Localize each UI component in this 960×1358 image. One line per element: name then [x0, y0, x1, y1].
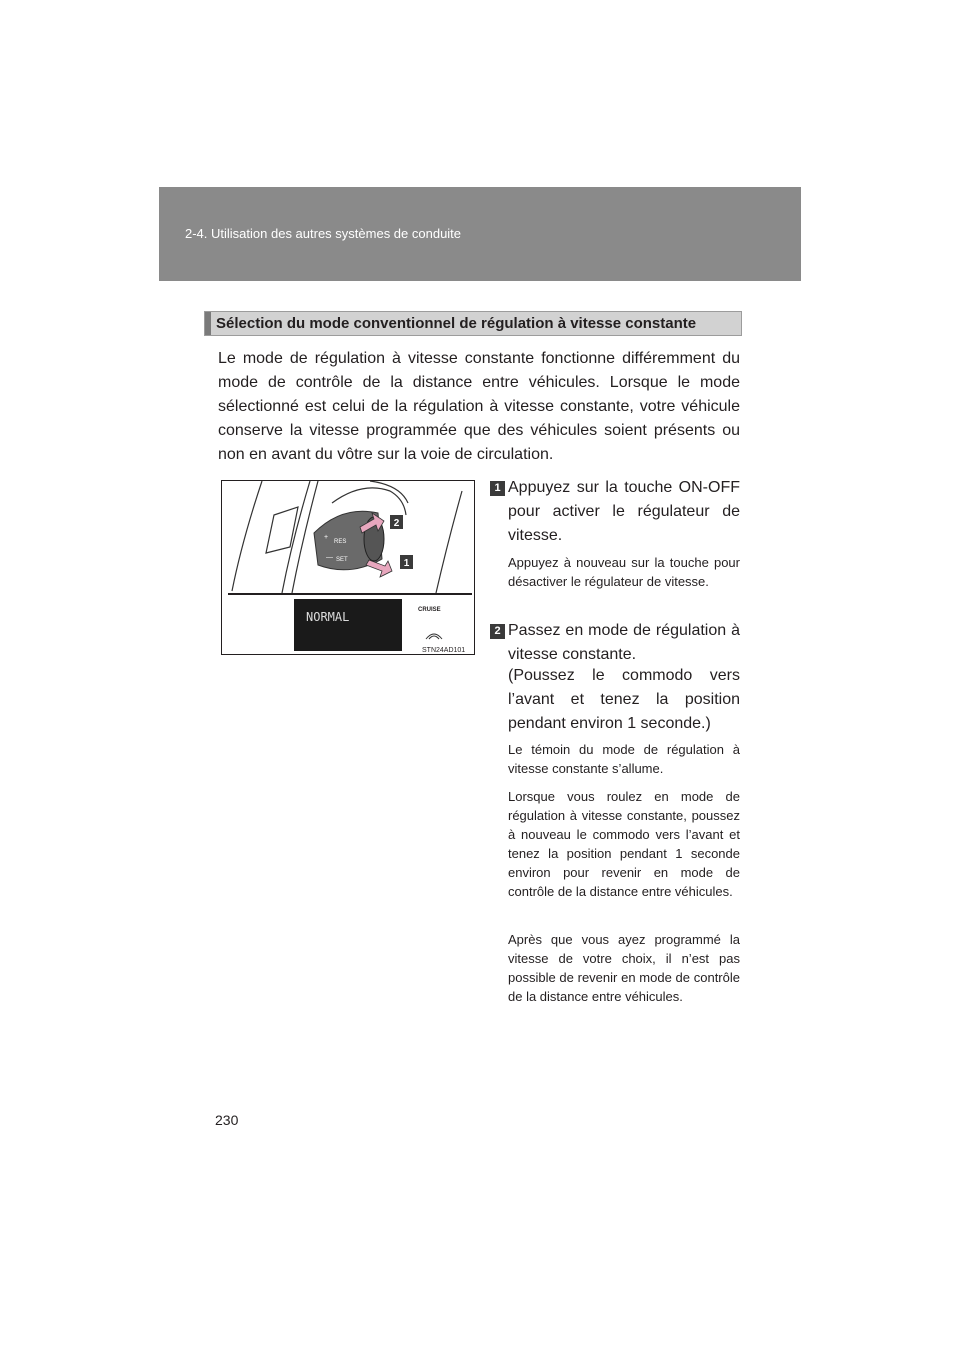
- step-2-note-1: Le témoin du mode de régulation à vitesse constante s’allume.: [508, 742, 740, 776]
- step-badge-2: 2: [490, 624, 505, 639]
- lever-res-label: RES: [334, 539, 347, 545]
- lever-set-label: SET: [336, 557, 348, 563]
- arrow-press-button: [366, 560, 392, 577]
- intro-paragraph: Le mode de régulation à vitesse constante fonctionne différemment du mode de contrôle de la distance entre véhicules. Lorsque le mode sélectionné est celui de la régulation à vitesse constante, votre véhicule conserve la vitesse programmée que des véhicules soient présents ou non en avant du vôtre sur la voie de circulation.: [218, 350, 740, 463]
- chapter-header: [159, 187, 801, 281]
- speedometer-icon-inner: [429, 636, 439, 639]
- step-2-text-detail: (Poussez le commodo vers l’avant et tenez la position pendant environ 1 seconde.): [508, 667, 740, 732]
- lever-plus-label: +: [324, 534, 329, 541]
- page-number: 230: [215, 1112, 239, 1128]
- side-panel: [266, 507, 298, 553]
- instrument-display: [294, 599, 402, 651]
- cruise-indicator-label: CRUISE: [418, 607, 441, 613]
- wheel-line: [332, 488, 406, 515]
- wheel-line: [370, 481, 408, 503]
- figure-code: STN24AD101: [422, 647, 466, 654]
- step-1-note: Appuyez à nouveau sur la touche pour désactiver le régulateur de vitesse.: [508, 555, 740, 589]
- step-2-text: Passez en mode de régulation à vitesse constante.: [508, 622, 740, 663]
- step-2-note-3: Après que vous ayez programmé la vitesse de votre choix, il n’est pas possible de revenir en mode de contrôle de la distance entre véhicules.: [508, 932, 740, 1004]
- dash-line: [436, 491, 462, 593]
- display-mode-text: NORMAL: [306, 610, 350, 624]
- callout-2: 2: [393, 518, 400, 529]
- step-badge-1: 1: [490, 481, 505, 496]
- lever-minus-label: —: [326, 554, 333, 561]
- step-2-note-2: Lorsque vous roulez en mode de régulation à vitesse constante, poussez à nouveau le commodo vers l’avant et tenez la position pendant 1 seconde environ pour revenir en mode de contrôle de la distance entre véhicules.: [508, 789, 740, 899]
- heading-accent-bar: [205, 312, 211, 335]
- section-heading-text: Sélection du mode conventionnel de régulation à vitesse constante: [216, 315, 697, 332]
- section-heading: [204, 311, 742, 336]
- step-1-text: Appuyez sur la touche ON-OFF pour activer le régulateur de vitesse.: [508, 479, 740, 544]
- dash-line: [232, 481, 262, 591]
- illustration-drawing: [222, 481, 475, 655]
- cruise-lever-illustration: [221, 480, 475, 655]
- chapter-title: 2-4. Utilisation des autres systèmes de conduite: [185, 226, 462, 241]
- callout-1: 1: [403, 558, 410, 569]
